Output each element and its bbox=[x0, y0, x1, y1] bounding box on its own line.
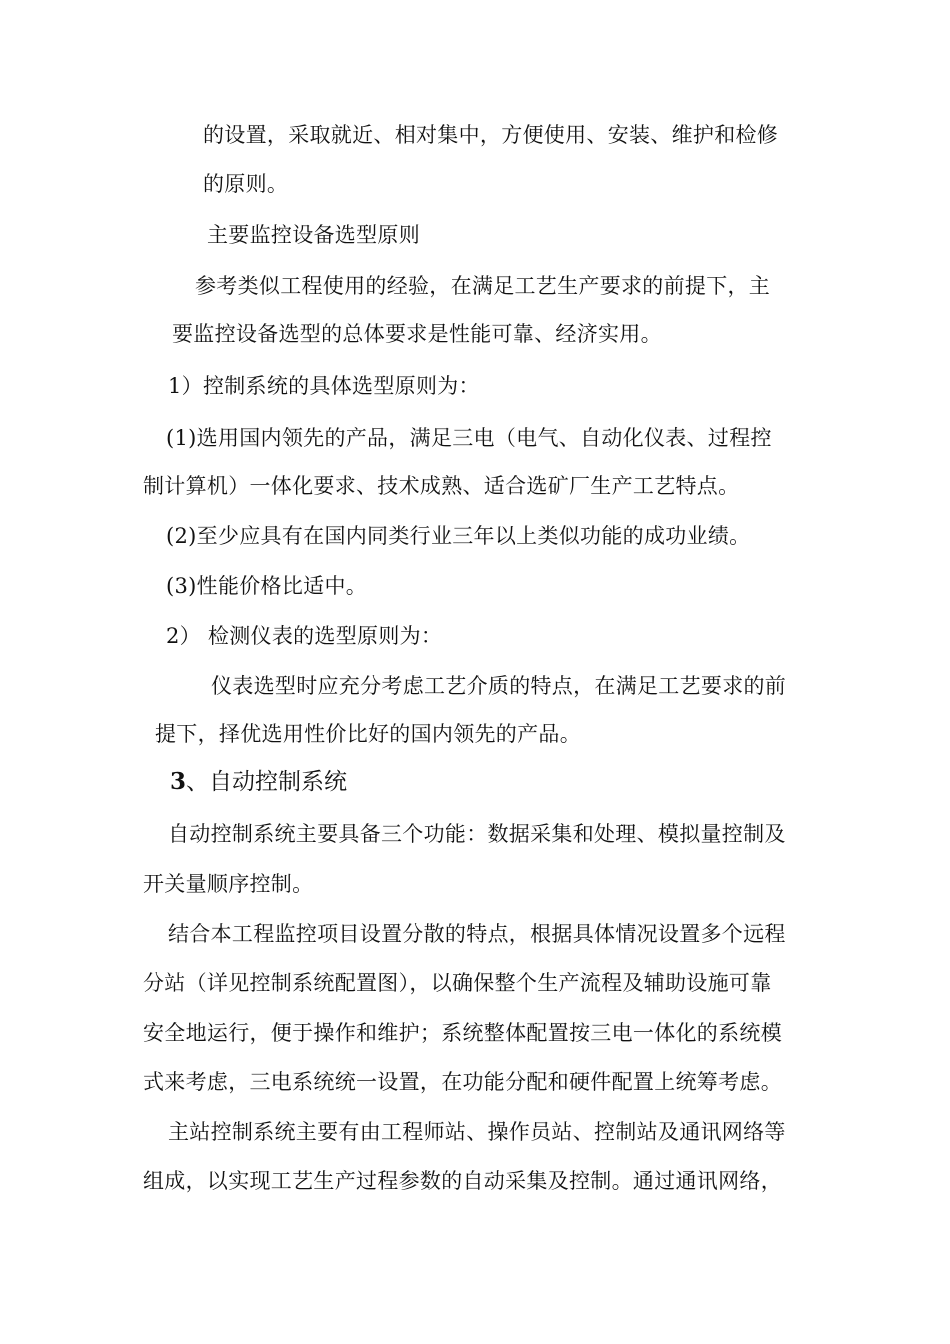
paragraph-line: 的设置，采取就近、相对集中，方便使用、安装、维护和检修 bbox=[203, 123, 779, 147]
list-item: (3)性能价格比适中。 bbox=[166, 574, 368, 598]
paragraph-line: 的原则。 bbox=[203, 172, 289, 196]
list-item: (2)至少应具有在国内同类行业三年以上类似功能的成功业绩。 bbox=[166, 524, 751, 548]
list-item: (1)选用国内领先的产品，满足三电（电气、自动化仪表、过程控 bbox=[166, 426, 772, 450]
paragraph-line: 开关量顺序控制。 bbox=[143, 872, 314, 896]
paragraph-line: 式来考虑，三电系统统一设置，在功能分配和硬件配置上统筹考虑。 bbox=[143, 1070, 782, 1094]
paragraph-line: 自动控制系统主要具备三个功能：数据采集和处理、模拟量控制及 bbox=[168, 822, 786, 846]
paragraph-line: 要监控设备选型的总体要求是性能可靠、经济实用。 bbox=[172, 322, 662, 346]
section-title: 、自动控制系统 bbox=[186, 769, 348, 795]
paragraph-line: 组成，以实现工艺生产过程参数的自动采集及控制。通过通讯网络， bbox=[143, 1169, 782, 1193]
list-item-continuation: 制计算机）一体化要求、技术成熟、适合选矿厂生产工艺特点。 bbox=[143, 474, 740, 498]
paragraph-line: 安全地运行，便于操作和维护；系统整体配置按三电一体化的系统模 bbox=[143, 1021, 782, 1045]
paragraph-line: 结合本工程监控项目设置分散的特点，根据具体情况设置多个远程 bbox=[168, 922, 786, 946]
paragraph-line: 仪表选型时应充分考虑工艺介质的特点，在满足工艺要求的前 bbox=[211, 674, 787, 698]
paragraph-line: 主站控制系统主要有由工程师站、操作员站、控制站及通讯网络等 bbox=[168, 1120, 786, 1144]
paragraph-line: 提下，择优选用性价比好的国内领先的产品。 bbox=[155, 722, 581, 746]
paragraph-line: 分站（详见控制系统配置图），以确保整个生产流程及辅助设施可靠 bbox=[143, 971, 772, 995]
list-heading: 2） 检测仪表的选型原则为： bbox=[166, 624, 443, 648]
list-heading: 1）控制系统的具体选型原则为： bbox=[168, 374, 480, 398]
paragraph-line: 参考类似工程使用的经验，在满足工艺生产要求的前提下，主 bbox=[195, 274, 771, 298]
section-subtitle: 主要监控设备选型原则 bbox=[207, 223, 420, 247]
section-number: 3 bbox=[170, 768, 187, 795]
section-heading bbox=[170, 767, 347, 797]
